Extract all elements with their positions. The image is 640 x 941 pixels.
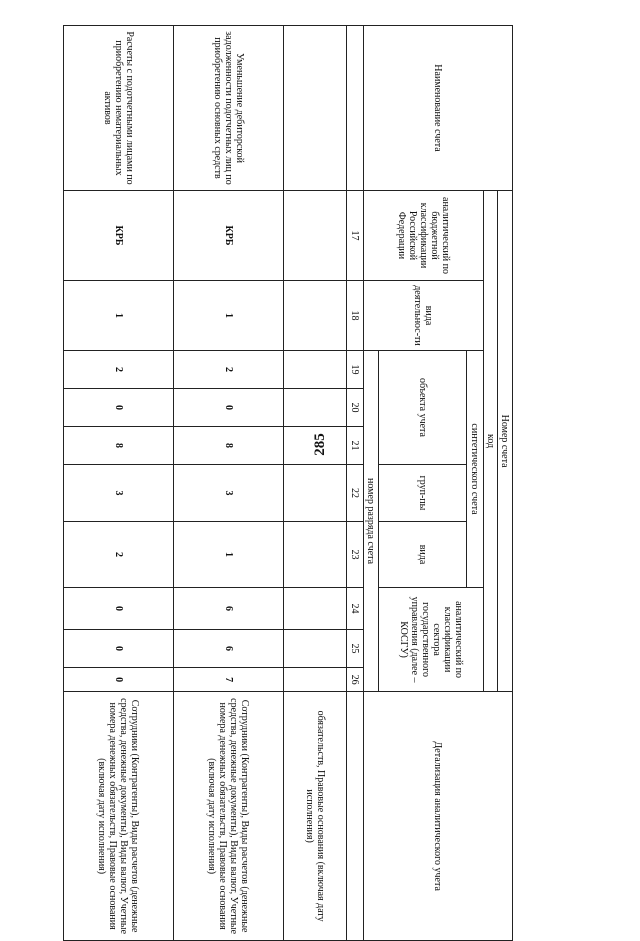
row-cell-22: 3 <box>64 465 174 522</box>
row-cell-26: 7 <box>174 668 284 692</box>
digit-23: 23 <box>347 522 364 588</box>
header-account-number: Номер счета <box>498 191 513 692</box>
row-cell-26 <box>284 668 347 692</box>
header-row-1 <box>498 26 513 941</box>
digit-26: 26 <box>347 668 364 692</box>
row-account-name: Уменьшение дебиторской задолженности подотчетных лиц по приобретению основных средств <box>174 26 284 191</box>
row-account-name: Расчеты с подотчетными лицами по приобретению нематериальных активов <box>64 26 174 191</box>
row-cell-23: 2 <box>64 522 174 588</box>
row-cell-19 <box>284 351 347 389</box>
row-cell-20: 0 <box>174 389 284 427</box>
row-cell-17 <box>284 191 347 281</box>
header-kosgu: аналитический по классификации сектора государственного управления (далее – КОСГУ) <box>379 588 484 692</box>
digit-17: 17 <box>347 191 364 281</box>
row-cell-26: 0 <box>64 668 174 692</box>
row-cell-21: 8 <box>174 427 284 465</box>
digit-22: 22 <box>347 465 364 522</box>
table-row <box>174 26 284 941</box>
digit-number-row <box>347 26 364 941</box>
digit-18: 18 <box>347 281 364 351</box>
row-cell-19: 2 <box>64 351 174 389</box>
row-cell-25 <box>284 630 347 668</box>
row-cell-17: КРБ <box>174 191 284 281</box>
header-kind: вида <box>379 522 467 588</box>
row-cell-25: 6 <box>174 630 284 668</box>
row-cell-19: 2 <box>174 351 284 389</box>
row-cell-18: 1 <box>174 281 284 351</box>
header-synthetic-account: синтетического счета <box>467 351 484 588</box>
header-code: код <box>484 191 498 692</box>
header-group: груп-пы <box>379 465 467 522</box>
digit-21: 21 <box>347 427 364 465</box>
page-number-text: 285 <box>311 433 328 456</box>
digit-blank-detail-cell <box>347 692 364 941</box>
chart-of-accounts-table <box>63 25 513 941</box>
row-cell-23 <box>284 522 347 588</box>
row-cell-21: 8 <box>64 427 174 465</box>
row-cell-22: 3 <box>174 465 284 522</box>
row-analytics-detail: Сотрудники (Контрагенты), Виды расчетов (денежные средства, денежные документы), Виды валют, Учетные номера денежных обязательств, Правовые основания (включая дату исполнения) <box>64 692 174 941</box>
row-analytics-detail: Сотрудники (Контрагенты), Виды расчетов (денежные средства, денежные документы), Виды валют, Учетные номера денежных обязательств, Правовые основания (включая дату исполнения) <box>174 692 284 941</box>
digit-24: 24 <box>347 588 364 630</box>
row-analytics-detail: обязательств, Правовые основания (включая дату исполнения) <box>284 692 347 941</box>
header-analytics-detail: Детализация аналитического учета <box>364 692 513 941</box>
row-cell-24: 0 <box>64 588 174 630</box>
row-cell-20 <box>284 389 347 427</box>
row-cell-21 <box>284 427 347 465</box>
digit-20: 20 <box>347 389 364 427</box>
row-cell-25: 0 <box>64 630 174 668</box>
row-cell-18: 1 <box>64 281 174 351</box>
header-digit-number: номер разряда счета <box>364 351 379 692</box>
header-budget-classification: аналитический по бюджетной классификации Российской Федерации <box>364 191 484 281</box>
row-cell-20: 0 <box>64 389 174 427</box>
table-row <box>284 26 347 941</box>
header-activity-type: вида деятельнос-ти <box>364 281 484 351</box>
row-cell-22 <box>284 465 347 522</box>
row-cell-24: 6 <box>174 588 284 630</box>
rotated-table-wrapper <box>78 25 513 935</box>
row-cell-24 <box>284 588 347 630</box>
row-account-name <box>284 26 347 191</box>
header-accounting-object: объекта учета <box>379 351 467 465</box>
digit-19: 19 <box>347 351 364 389</box>
digit-blank-cell <box>347 26 364 191</box>
header-account-name: Наименование счета <box>364 26 513 191</box>
table-row <box>64 26 174 941</box>
row-cell-23: 1 <box>174 522 284 588</box>
row-cell-18 <box>284 281 347 351</box>
row-cell-17: КРБ <box>64 191 174 281</box>
digit-25: 25 <box>347 630 364 668</box>
